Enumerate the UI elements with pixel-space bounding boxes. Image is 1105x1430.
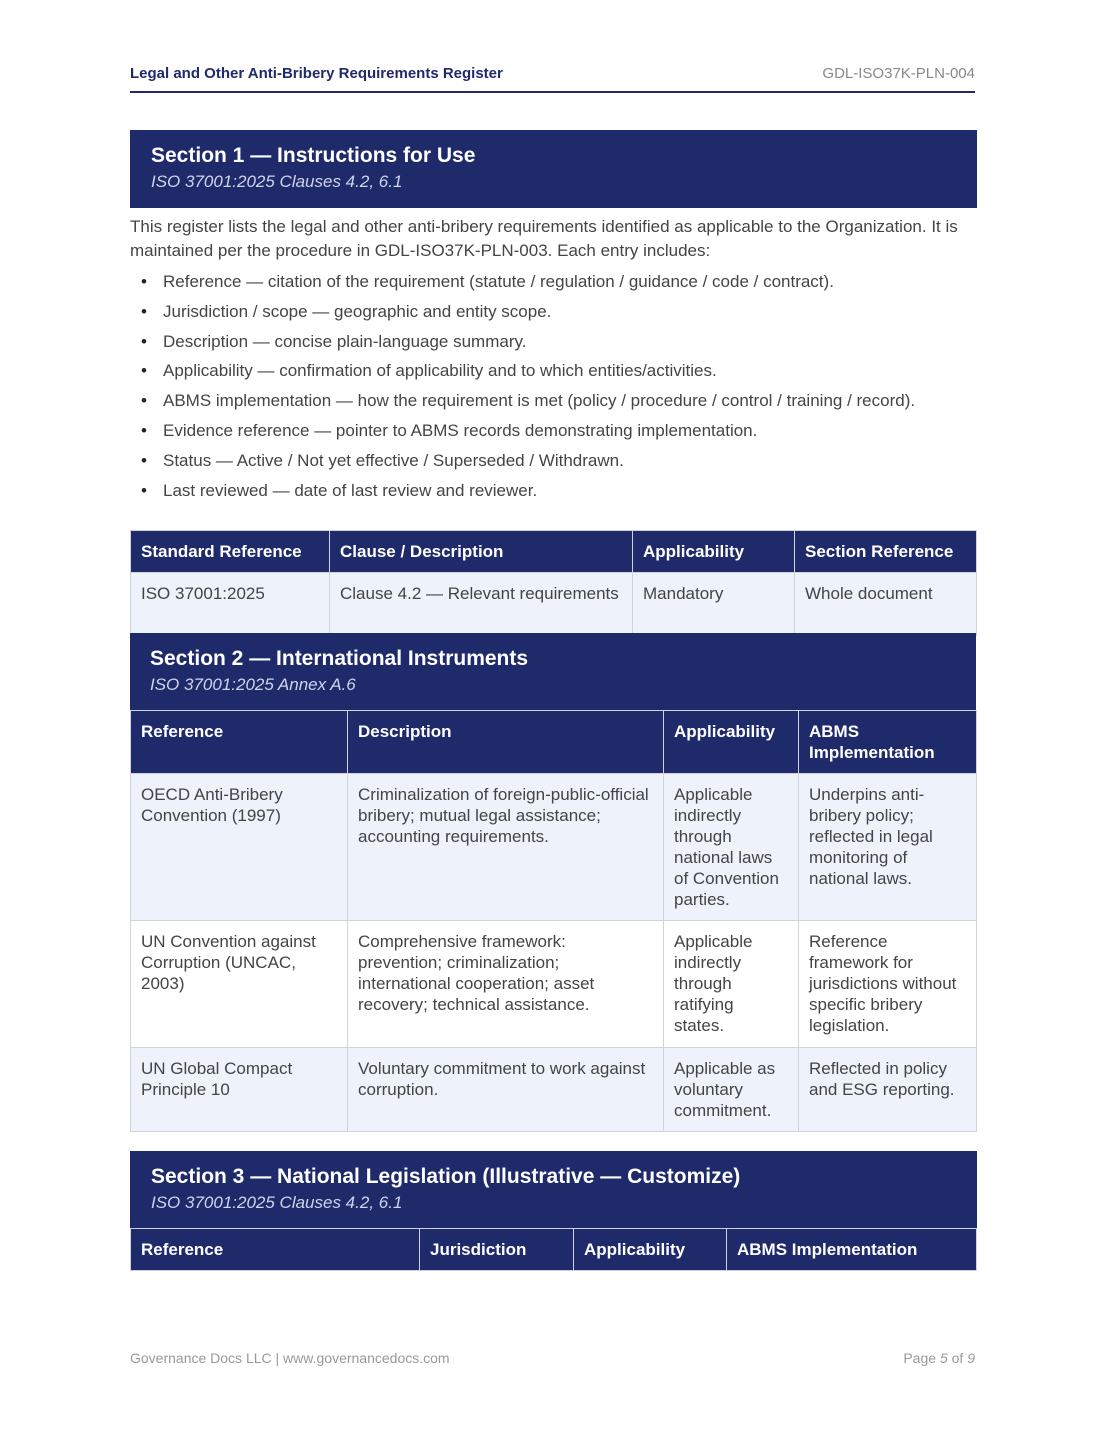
table-cell: ISO 37001:2025 — [131, 573, 330, 636]
section-3-title: Section 3 — National Legislation (Illustrative — Customize) — [151, 1165, 741, 1188]
list-item: • Jurisdiction / scope — geographic and entity scope. — [130, 297, 990, 327]
section-1-header — [130, 130, 977, 208]
standard-reference-table — [130, 530, 977, 636]
table-cell: Mandatory — [633, 573, 795, 636]
section-3-subtitle: ISO 37001:2025 Clauses 4.2, 6.1 — [151, 1193, 403, 1212]
table-cell: Voluntary commitment to work against corruption. — [348, 1048, 664, 1132]
column-header: Jurisdiction — [420, 1229, 574, 1271]
column-header: Applicability — [633, 531, 795, 573]
section-1-subtitle: ISO 37001:2025 Clauses 4.2, 6.1 — [151, 172, 403, 191]
list-item: • Reference — citation of the requirement (statute / regulation / guidance / code / contract). — [130, 267, 990, 297]
table-row — [131, 921, 977, 1048]
table-row — [131, 774, 977, 921]
page-label: Page — [903, 1350, 937, 1366]
section-2-header — [130, 633, 976, 711]
table-cell: OECD Anti-Bribery Convention (1997) — [131, 774, 348, 921]
section-1-title: Section 1 — Instructions for Use — [151, 144, 476, 167]
table-header-row — [131, 1229, 977, 1271]
section-2-subtitle: ISO 37001:2025 Annex A.6 — [150, 675, 356, 694]
page-total: 9 — [967, 1350, 975, 1366]
list-item: • Evidence reference — pointer to ABMS records demonstrating implementation. — [130, 416, 990, 446]
national-legislation-table — [130, 1228, 977, 1271]
table-cell: Applicable as voluntary commitment. — [664, 1048, 799, 1132]
table-header-row — [131, 531, 977, 573]
international-instruments-table — [130, 710, 977, 1132]
page-of-label: of — [951, 1350, 964, 1366]
table-cell: Applicable indirectly through ratifying states. — [664, 921, 799, 1048]
table-cell: Reference framework for jurisdictions without specific bribery legislation. — [799, 921, 977, 1048]
section-1-intro: This register lists the legal and other anti-bribery requirements identified as applicable to the Organization. It is maintained per the procedure in GDL-ISO37K-PLN-003. Each entry includes: — [130, 217, 958, 260]
list-item: • Last reviewed — date of last review and reviewer. — [130, 476, 990, 506]
section-2-title: Section 2 — International Instruments — [150, 647, 529, 670]
column-header: Reference — [131, 711, 348, 774]
table-cell: Clause 4.2 — Relevant requirements — [330, 573, 633, 636]
list-item: • Description — concise plain-language summary. — [130, 327, 990, 357]
table-cell: Applicable indirectly through national laws of Convention parties. — [664, 774, 799, 921]
document-title: Legal and Other Anti-Bribery Requirements Register — [130, 65, 503, 82]
list-item: • Applicability — confirmation of applicability and to which entities/activities. — [130, 356, 990, 386]
column-header: Clause / Description — [330, 531, 633, 573]
document-code: GDL-ISO37K-PLN-004 — [822, 65, 975, 82]
table-row — [131, 573, 977, 636]
list-item: • Status — Active / Not yet effective / Superseded / Withdrawn. — [130, 446, 990, 476]
column-header: Applicability — [664, 711, 799, 774]
section-3-header — [130, 1151, 977, 1229]
table-cell: Reflected in policy and ESG reporting. — [799, 1048, 977, 1132]
table-cell: Whole document — [795, 573, 977, 636]
page-header — [130, 64, 975, 93]
table-cell: Underpins anti-bribery policy; reflected in legal monitoring of national laws. — [799, 774, 977, 921]
column-header: Section Reference — [795, 531, 977, 573]
column-header: ABMS Implementation — [727, 1229, 977, 1271]
page-current: 5 — [939, 1350, 948, 1366]
page-number — [903, 1350, 975, 1366]
list-item: • ABMS implementation — how the requirement is met (policy / procedure / control / training / record). — [130, 386, 990, 416]
table-row — [131, 1048, 977, 1132]
table-header-row — [131, 711, 977, 774]
column-header: Applicability — [574, 1229, 727, 1271]
column-header: ABMS Implementation — [799, 711, 977, 774]
column-header: Reference — [131, 1229, 420, 1271]
column-header: Description — [348, 711, 664, 774]
entry-field-list — [130, 267, 990, 505]
footer-company: Governance Docs LLC | www.governancedocs.com — [130, 1350, 450, 1366]
table-cell: Comprehensive framework: prevention; criminalization; international cooperation; asset recovery; technical assistance. — [348, 921, 664, 1048]
column-header: Standard Reference — [131, 531, 330, 573]
table-cell: UN Convention against Corruption (UNCAC, 2003) — [131, 921, 348, 1048]
table-cell: Criminalization of foreign-public-official bribery; mutual legal assistance; accounting requirements. — [348, 774, 664, 921]
table-cell: UN Global Compact Principle 10 — [131, 1048, 348, 1132]
